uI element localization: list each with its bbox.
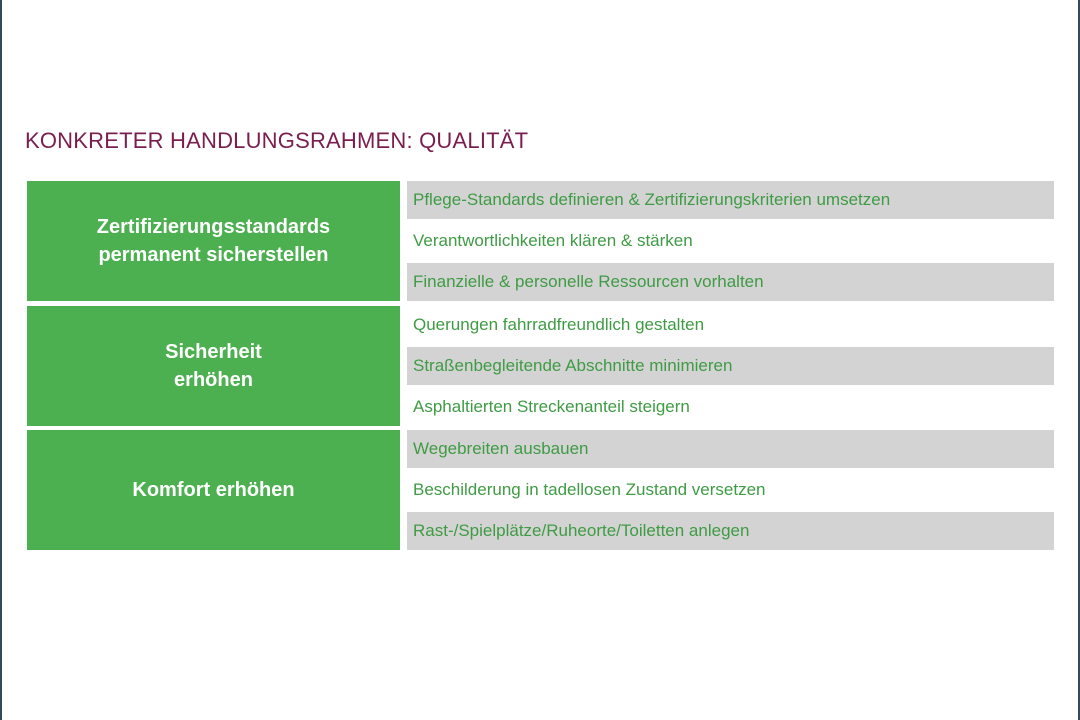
group-items [407, 430, 1054, 550]
group-label-box [27, 306, 400, 426]
list-item: Verantwortlichkeiten klären & stärken [413, 231, 693, 250]
list-item: Beschilderung in tadellosen Zustand versetzen [413, 480, 766, 499]
page-title: KONKRETER HANDLUNGSRAHMEN: QUALITÄT [25, 128, 529, 153]
group-label: Zertifizierungsstandards permanent sicherstellen [96, 216, 331, 266]
list-item: Rast-/Spielplätze/Ruheorte/Toiletten anlegen [407, 512, 1054, 550]
group-sicherheit [27, 306, 1054, 426]
list-item: Straßenbegleitende Abschnitte minimieren [407, 347, 1054, 385]
list-item: Pflege-Standards definieren & Zertifizierungskriterien umsetzen [407, 181, 1054, 219]
group-label: Sicherheit erhöhen [165, 341, 262, 391]
list-item: Wegebreiten ausbauen [407, 430, 1054, 468]
group-items [407, 306, 1054, 426]
list-item: Querungen fahrradfreundlich gestalten [413, 315, 705, 334]
group-label-box [27, 181, 400, 301]
group-items [407, 181, 1054, 301]
group-label: Komfort erhöhen [132, 479, 295, 501]
list-item: Asphaltierten Streckenanteil steigern [413, 397, 690, 416]
list-item: Finanzielle & personelle Ressourcen vorhalten [407, 263, 1054, 301]
group-komfort [27, 430, 1054, 550]
group-zertifizierung [27, 181, 1054, 301]
group-label-box [27, 430, 400, 550]
